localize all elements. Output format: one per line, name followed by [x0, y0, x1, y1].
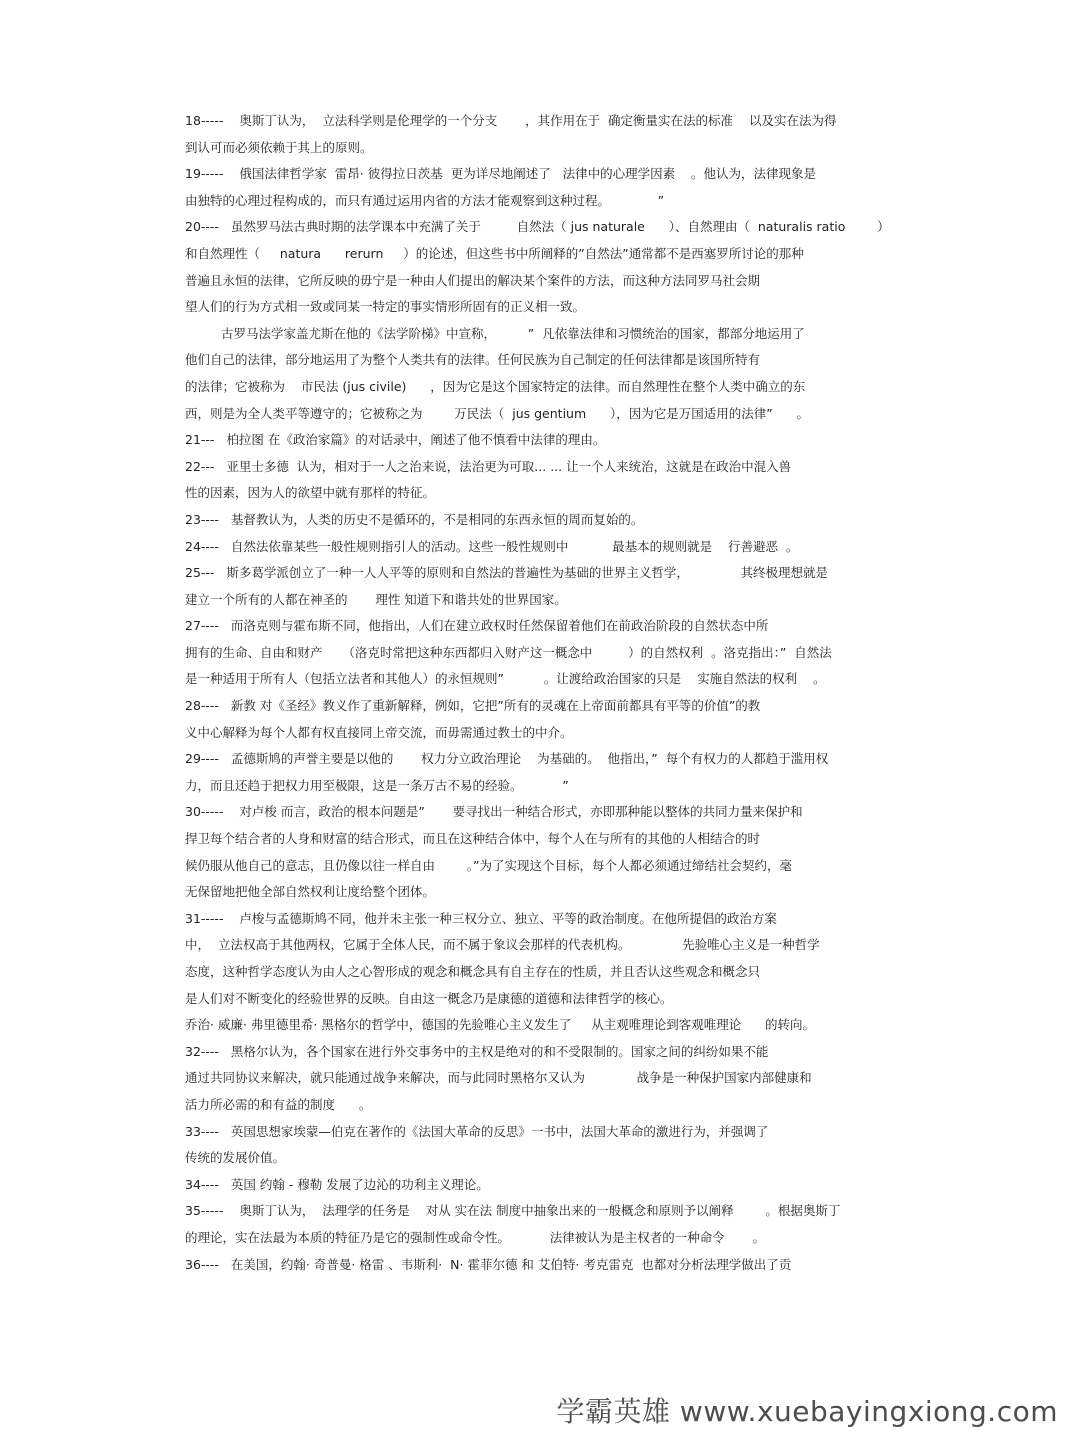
- text-line: 乔治· 威廉· 弗里德里希· 黑格尔的哲学中，德国的先验唯心主义发生了 从主观唯理论到客观唯理论 的转向。: [185, 1017, 816, 1033]
- text-line: 32---- 黑格尔认为，各个国家在进行外交事务中的主权是绝对的和不受限制的。国家之间的纠纷如果不能: [185, 1043, 769, 1059]
- text-line: 25--- 斯多葛学派创立了一种一人人平等的原则和自然法的普遍性为基础的世界主义哲学， 其终极理想就是: [185, 565, 829, 581]
- text-line: 28---- 新教 对《圣经》教义作了重新解释，例如，它把”所有的灵魂在上帝面前都具有平等的价值”的教: [185, 698, 761, 714]
- text-line: 是一种适用于所有人（包括立法者和其他人）的永恒规则” 。让渡给政治国家的只是 实施自然法的权利 。: [185, 671, 826, 687]
- text-line: 35----- 奥斯丁认为， 法理学的任务是 对从 实在法 制度中抽象出来的一般概念和原则予以阐释 。根据奥斯丁: [185, 1203, 841, 1219]
- text-line: 由独特的心理过程构成的，而只有通过运用内省的方法才能观察到这种过程。 ”: [185, 192, 665, 208]
- text-line: 通过共同协议来解决，就只能通过战争来解决，而与此同时黑格尔又认为 战争是一种保护国家内部健康和: [185, 1070, 812, 1086]
- text-line: 西，则是为全人类平等遵守的；它被称之为 万民法（ jus gentium ），因为它是万国适用的法律” 。: [185, 405, 810, 421]
- text-line: 33---- 英国思想家埃蒙—伯克在著作的《法国大革命的反思》一书中，法国大革命的激进行为，并强调了: [185, 1123, 769, 1139]
- text-line: 36---- 在美国，约翰· 奇普曼· 格雷 、韦斯利· N· 霍菲尔德 和 艾伯特· 考克雷克 也都对分析法理学做出了贡: [185, 1256, 792, 1272]
- text-line: 24---- 自然法依靠某些一般性规则指引人的活动。这些一般性规则中 最基本的规则就是 行善避恶 。: [185, 538, 799, 554]
- text-line: 普遍且永恒的法律，它所反映的毋宁是一种由人们提出的解决某个案件的方法，而这种方法同罗马社会期: [185, 272, 761, 288]
- text-line: 古罗马法学家盖尤斯在他的《法学阶梯》中宣称， ” 凡依靠法律和习惯统治的国家，都部分地运用了: [221, 325, 805, 341]
- watermark-logo: 学霸英雄 www.xuebayingxiong.com: [556, 1395, 1058, 1428]
- text-line: 建立一个所有的人都在神圣的 理性 知道下和谐共处的世界国家。: [185, 591, 567, 607]
- text-line: 29---- 孟德斯鸠的声誉主要是以他的 权力分立政治理论 为基础的。 他指出，” 每个有权力的人都趋于滥用权: [185, 751, 829, 767]
- text-line: 捍卫每个结合者的人身和财富的结合形式，而且在这种结合体中，每个人在与所有的其他的人相结合的时: [185, 831, 761, 847]
- text-line: 23---- 基督教认为，人类的历史不是循环的，不是相同的东西永恒的周而复始的。: [185, 511, 644, 527]
- text-line: 21--- 柏拉图 在《政治家篇》的对话录中，阐述了他不慎看中法律的理由。: [185, 432, 606, 448]
- text-line: 34---- 英国 约翰 - 穆勒 发展了边沁的功利主义理论。: [185, 1176, 489, 1192]
- text-line: 30----- 对卢梭 而言，政治的根本问题是” 要寻找出一种结合形式，亦即那种能以整体的共同力量来保护和: [185, 804, 803, 820]
- text-line: 19----- 俄国法律哲学家 雷昂· 彼得拉日茨基 更为详尽地阐述了 法律中的心理学因素 。他认为，法律现象是: [185, 166, 817, 182]
- text-line: 和自然理性（ natura rerurn ）的论述，但这些书中所阐释的”自然法”通常都不是西塞罗所讨论的那种: [185, 245, 804, 261]
- text-line: 无保留地把他全部自然权利让度给整个团体。: [185, 884, 436, 900]
- text-line: 27---- 而洛克则与霍布斯不同，他指出，人们在建立政权时任然保留着他们在前政治阶段的自然状态中所: [185, 618, 769, 634]
- text-line: 是人们对不断变化的经验世界的反映。自由这一概念乃是康德的道德和法律哲学的核心。: [185, 990, 673, 1006]
- text-line: 20---- 虽然罗马法古典时期的法学课本中充满了关于 自然法（ jus naturale ）、自然理由（ naturalis ratio ）: [185, 219, 890, 235]
- text-line: 望人们的行为方式相一致或同某一特定的事实情形所固有的正义相一致。: [185, 299, 586, 315]
- text-line: 中， 立法权高于其他两权，它属于全体人民，而不属于象议会那样的代表机构。 先验唯心主义是一种哲学: [185, 937, 820, 953]
- text-line: 传统的发展价值。: [185, 1150, 286, 1166]
- text-line: 的理论，实在法最为本质的特征乃是它的强制性或命令性。 法律被认为是主权者的一种命令 。: [185, 1229, 766, 1245]
- text-line: 18----- 奥斯丁认为， 立法科学则是伦理学的一个分支 ，其作用在于 确定衡量实在法的标准 以及实在法为得: [185, 113, 837, 128]
- text-line: 义中心解释为每个人都有权直接同上帝交流，而毋需通过教士的中介。: [185, 724, 573, 740]
- text-line: 力，而且还趋于把权力用至极限，这是一条万古不易的经验。 ”: [185, 777, 569, 793]
- document-body: [185, 108, 905, 1278]
- text-line: 性的因素，因为人的欲望中就有那样的特征。: [185, 485, 436, 501]
- text-line: 31----- 卢梭与孟德斯鸠不同，他并未主张一种三权分立、独立、平等的政治制度。在他所提倡的政治方案: [185, 910, 777, 926]
- text-line: 22--- 亚里士多德 认为，相对于一人之治来说，法治更为可取... ... 让一个人来统治，这就是在政治中混入兽: [185, 458, 792, 474]
- text-line: 候仍服从他自己的意志，且仍像以往一样自由 。”为了实现这个目标，每个人都必须通过缔结社会契约，毫: [185, 857, 793, 873]
- text-line: 他们自己的法律，部分地运用了为整个人类共有的法律。任何民族为自己制定的任何法律都是该国所特有: [185, 352, 761, 368]
- text-line: 到认可而必须依赖于其上的原则。: [185, 139, 373, 155]
- text-line: 态度，这种哲学态度认为由人之心智形成的观念和概念具有自主存在的性质，并且否认这些观念和概念只: [185, 964, 761, 979]
- text-line: 活力所必需的和有益的制度 。: [185, 1096, 372, 1112]
- text-line: 的法律；它被称为 市民法 (jus civile) ，因为它是这个国家特定的法律。而自然理性在整个人类中确立的东: [185, 378, 806, 394]
- text-line: 拥有的生命、自由和财产 （洛克时常把这种东西都归入财产这一概念中 ）的自然权利 。洛克指出：” 自然法: [185, 644, 832, 660]
